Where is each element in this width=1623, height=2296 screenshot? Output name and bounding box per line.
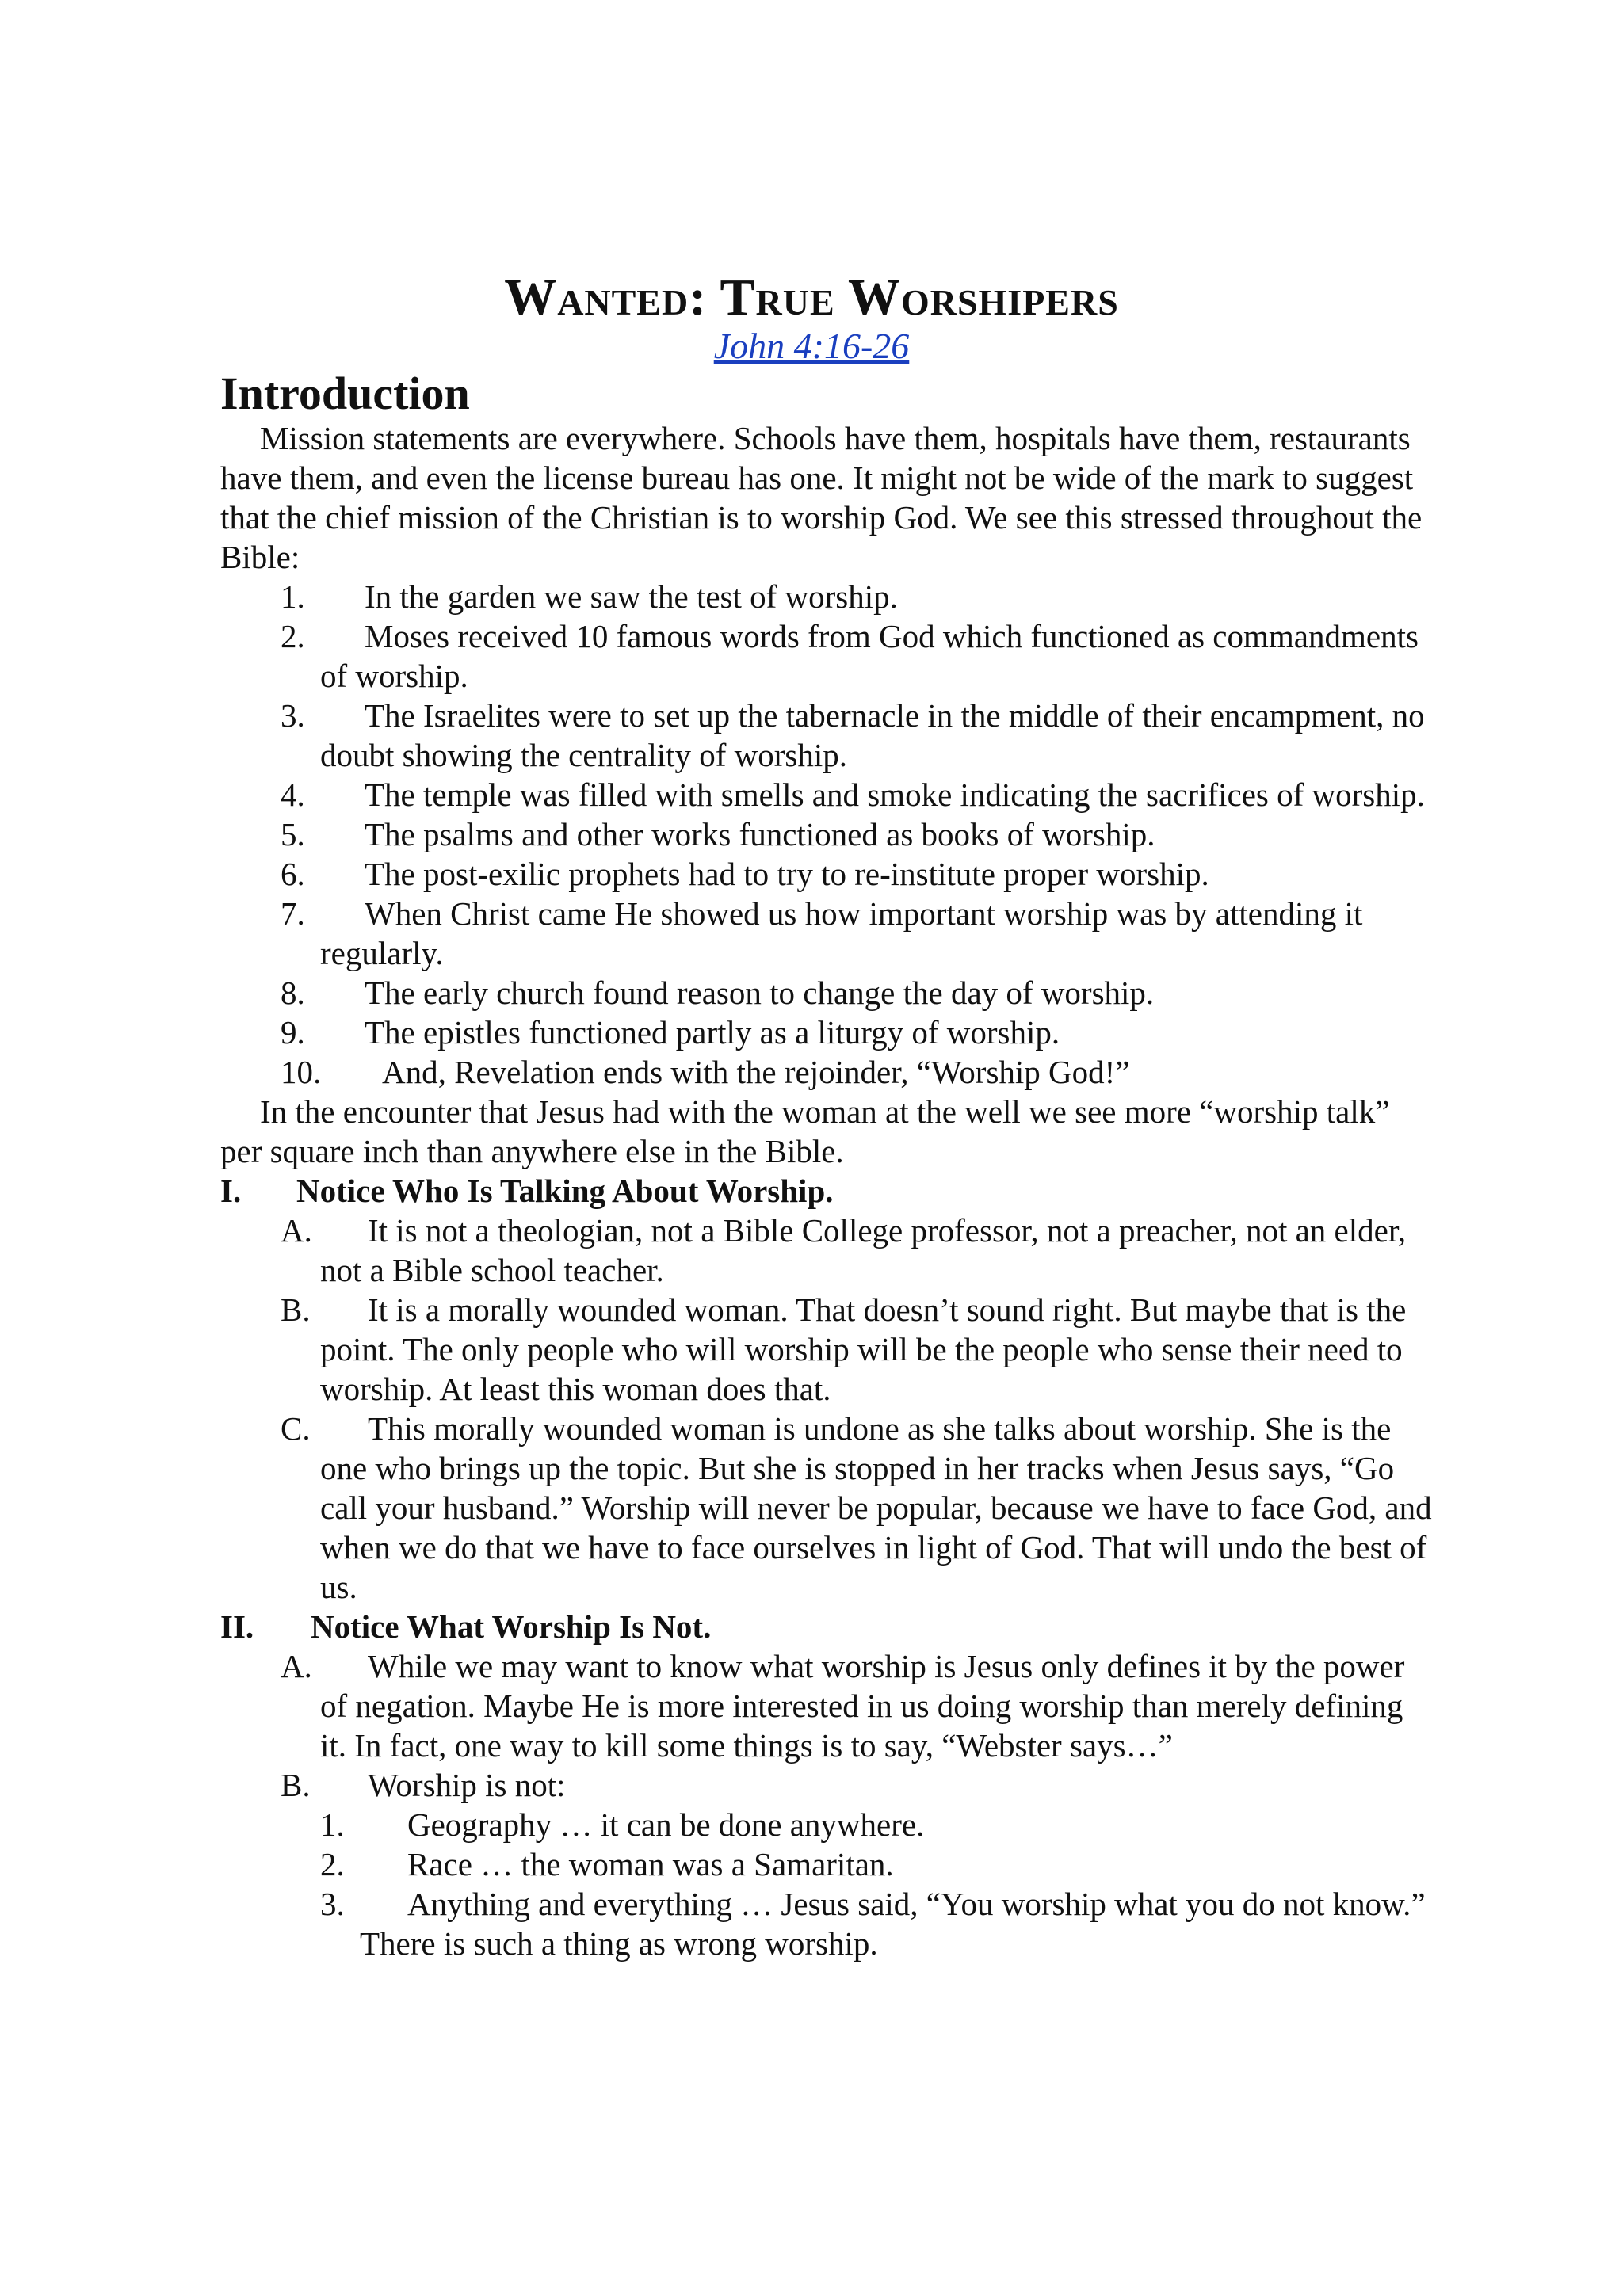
section1-point-a: A. It is not a theologian, not a Bible College professor, not a preacher, not an elder, not a Bible school teacher. [281,1212,1407,1288]
document-body [220,418,1433,1963]
list-item: 4. The temple was filled with smells and smoke indicating the sacrifices of worship. [281,776,1425,813]
list-item: 10. And, Revelation ends with the rejoinder, “Worship God!” [281,1054,1130,1090]
intro-list [220,577,1433,1092]
list-item: 2. Moses received 10 famous words from God which functioned as commandments of worship. [281,618,1419,694]
scripture-link[interactable]: John 4:16-26 [713,326,910,366]
list-item: 1. In the garden we saw the test of worship. [281,578,898,615]
section2-point-b: B. Worship is not: [281,1767,566,1803]
section-heading-2: II. Notice What Worship Is Not. [220,1608,712,1645]
list-item: 1. Geography … it can be done anywhere. [320,1806,925,1843]
list-item: 2. Race … the woman was a Samaritan. [320,1846,894,1882]
section1-point-b: B. It is a morally wounded woman. That doesn’t sound right. But maybe that is the point. The only people who will worship will be the people who sense their need to worship. At least this woman does that. [281,1291,1407,1407]
section-heading-1: I. Notice Who Is Talking About Worship. [220,1173,834,1209]
list-item: 8. The early church found reason to change the day of worship. [281,974,1155,1011]
list-item: 7. When Christ came He showed us how important worship was by attending it regularly. [281,895,1363,971]
list-item: 3. The Israelites were to set up the tabernacle in the middle of their encampment, no doubt showing the centrality of worship. [281,697,1425,773]
list-item: 9. The epistles functioned partly as a liturgy of worship. [281,1014,1060,1051]
list-item: 5. The psalms and other works functioned as books of worship. [281,816,1155,852]
list-item: 6. The post-exilic prophets had to try to re-institute proper worship. [281,856,1209,892]
scripture-reference [0,325,1623,368]
intro-paragraph: Mission statements are everywhere. Schools have them, hospitals have them, restaurants have them, and even the license bureau has one. It might not be wide of the mark to suggest that the chief mission of the Christian is to worship God. We see this stressed throughout the Bible: [220,420,1423,575]
transition-paragraph: In the encounter that Jesus had with the woman at the well we see more “worship talk” per square inch than anywhere else in the Bible. [220,1093,1390,1169]
document-title: Wanted: True Worshipers [504,269,1119,326]
section2-point-a: A. While we may want to know what worship is Jesus only defines it by the power of negation. Maybe He is more interested in us doing worship than merely defining it. In fact, one way to kill some things is to say, “Webster says…” [281,1648,1405,1764]
list-item: 3. Anything and everything … Jesus said, “You worship what you do not know.” There is such a thing as wrong worship. [320,1886,1426,1962]
introduction-heading: Introduction [220,368,470,419]
section1-point-c: C. This morally wounded woman is undone as she talks about worship. She is the one who brings up the topic. But she is stopped in her tracks when Jesus says, “Go call your husband.” Worship will never be popular, because we have to face God, and when we do that we have to face ourselves in light of God. That will undo the best of us. [281,1410,1432,1605]
